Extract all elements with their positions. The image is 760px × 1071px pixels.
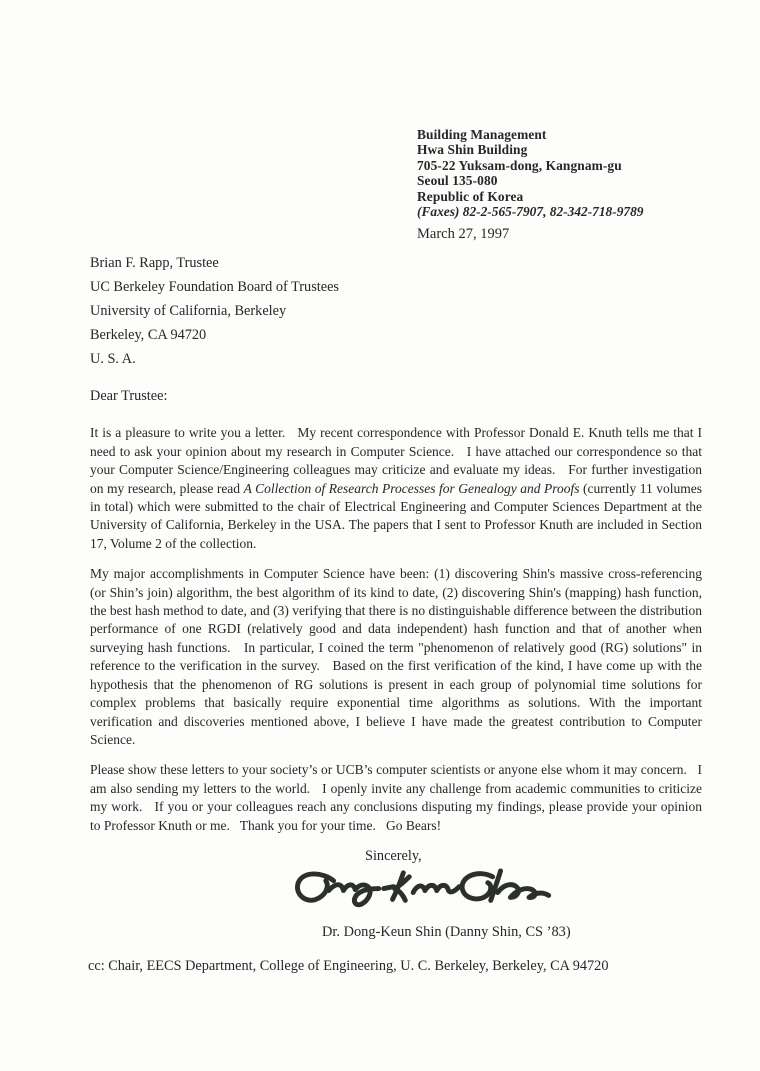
body-paragraph: [90, 424, 706, 553]
date-line: March 27, 1997: [417, 226, 510, 243]
recipient-address-line: Berkeley, CA 94720: [90, 326, 207, 343]
sender-address-lines: [417, 127, 760, 204]
recipient-address-line: U. S. A.: [90, 350, 136, 367]
text-run: It is a pleasure to write you a letter. My recent correspondence with Professor Donald E. Knuth tells me that I need to ask your opinion about my research in Computer Science. I have attached our correspondence so that your Computer Science/Engineering colleagues may criticize and evaluate my ideas. For further investigation on my research, please read: [90, 425, 706, 496]
text-run: My major accomplishments in Computer Science have been: (1) discovering Shin's massive cross-referencing (or Shin’s join) algorithm, the best algorithm of its kind to date, (2) discovering Shin's (mapping) hash function, the best hash method to date, and (3) verifying that there is no distinguishable difference between the distribution performance of one RGDI (relatively good and data independent) hash function and that of another when surveying hash functions. In particular, I coined the term "phenomenon of relatively good (RG) solutions" in reference to the verification in the survey. Based on the first verification of the kind, I have come up with the hypothesis that the phenomenon of RG solutions is present in each group of polynomial time solutions for complex problems that basically require exponential time algorithms as solutions. With the important verification and discoveries mentioned above, I believe I have made the greatest contribution to Computer Science.: [90, 566, 706, 747]
cc-line: cc: Chair, EECS Department, College of Engineering, U. C. Berkeley, Berkeley, CA 94720: [88, 957, 609, 974]
fax-numbers-line: (Faxes) 82-2-565-7907, 82-342-718-9789: [417, 204, 644, 220]
recipient-address-block: [90, 252, 760, 371]
italic-text-run: A Collection of Research Processes for Genealogy and Proofs: [243, 480, 580, 496]
typed-name: Dr. Dong-Keun Shin (Danny Shin, CS ’83): [322, 923, 571, 940]
body-paragraph: [90, 761, 706, 835]
sender-address-block: [417, 127, 760, 243]
sender-address-line: Republic of Korea: [417, 188, 524, 204]
recipient-address-line: University of California, Berkeley: [90, 303, 287, 320]
salutation: Dear Trustee:: [90, 388, 168, 405]
letter-body: [90, 424, 706, 835]
sender-address-line: Hwa Shin Building: [417, 142, 528, 158]
signature-image: [288, 866, 556, 920]
text-run: (currently 11 volumes in total) which were submitted to the chair of Electrical Engineering and Computer Sciences Department at the University of California, Berkeley in the USA. The papers that I sent to Professor Knuth are included in Section 17, Volume 2 of the collection.: [90, 480, 706, 551]
recipient-address-line: Brian F. Rapp, Trustee: [90, 255, 219, 272]
body-paragraph: [90, 565, 706, 749]
text-run: Please show these letters to your society’s or UCB’s computer scientists or anyone else whom it may concern. I am also sending my letters to the world. I openly invite any challenge from academic communities to criticize my work. If you or your colleagues reach any conclusions disputing my findings, please provide your opinion to Professor Knuth or me. Thank you for your time. Go Bears!: [90, 762, 706, 833]
valediction: Sincerely,: [365, 847, 422, 864]
recipient-address-line: UC Berkeley Foundation Board of Trustees: [90, 279, 339, 296]
sender-address-line: Building Management: [417, 127, 547, 142]
sender-address-line: 705-22 Yuksam-dong, Kangnam-gu: [417, 157, 622, 173]
sender-address-line: Seoul 135-080: [417, 173, 498, 189]
